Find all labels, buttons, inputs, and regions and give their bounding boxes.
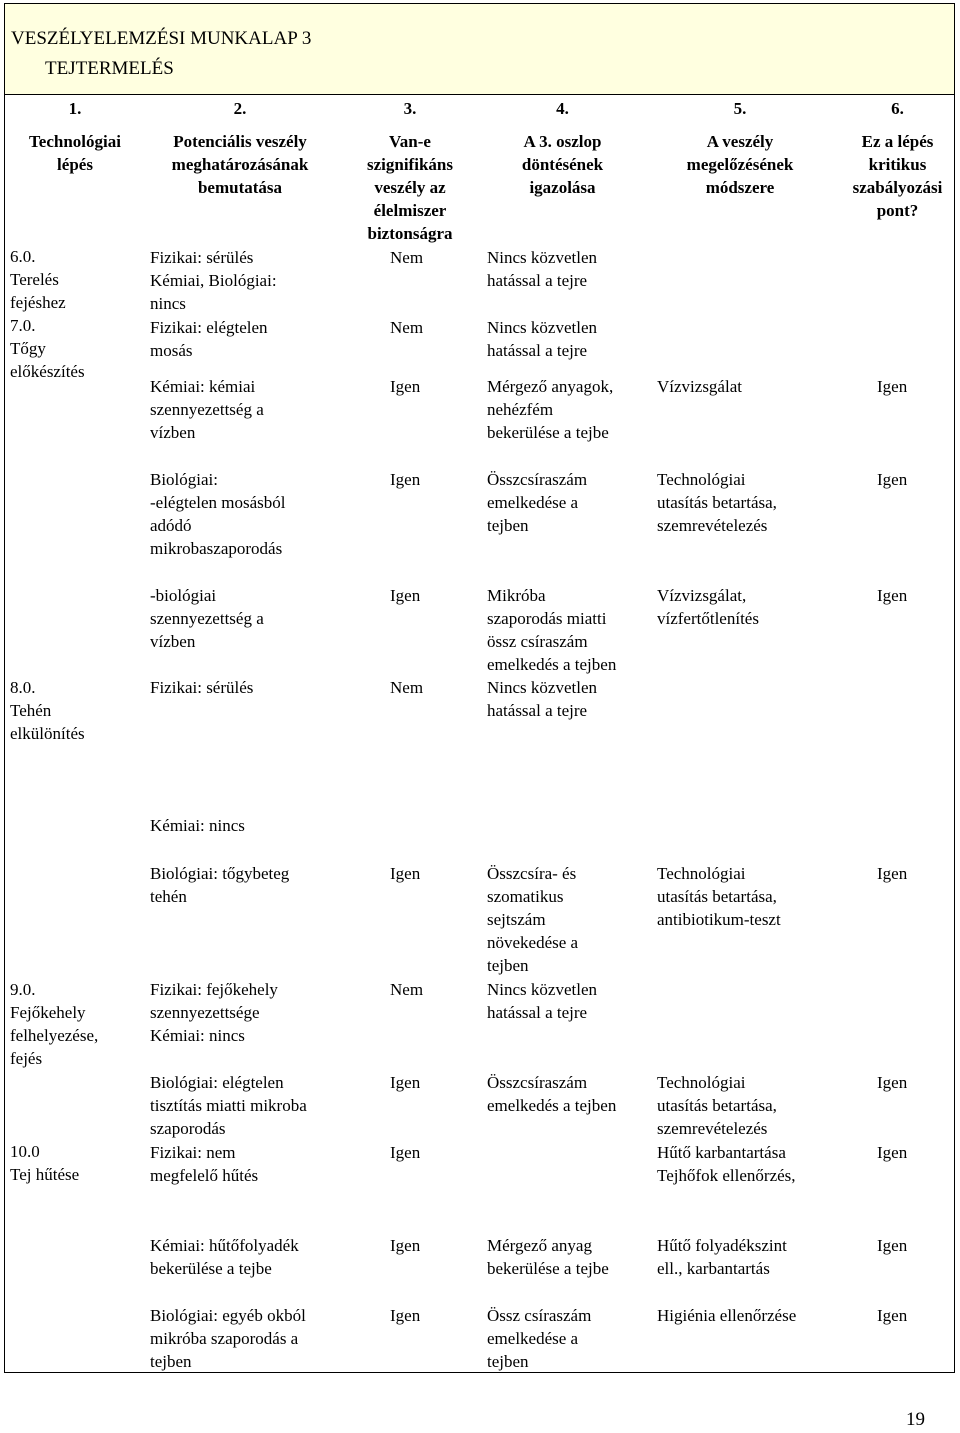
- significance-cell: Igen: [390, 1143, 421, 1162]
- prevention-cell: Technológiai utasítás betartása, szemrevételezés: [657, 1073, 777, 1138]
- significance-cell: Nem: [390, 678, 424, 697]
- justification-cell: Nincs közvetlen hatással a tejre: [487, 980, 597, 1022]
- col-number-2: 2.: [233, 99, 247, 118]
- step-cell: 10.0 Tej hűtése: [10, 1142, 80, 1184]
- justification-cell: Nincs közvetlen hatással a tejre: [487, 678, 597, 720]
- justification-cell: Összcsíra- és szomatikus sejtszám növekedése a tejben: [487, 864, 579, 975]
- step-cell: 6.0. Terelés fejéshez 7.0. Tőgy előkészítés: [10, 247, 85, 381]
- hazard-cell: Biológiai: elégtelen tisztítás miatti mikroba szaporodás: [150, 1073, 307, 1138]
- col-header-justification: A 3. oszlop döntésének igazolása: [521, 132, 604, 197]
- hazard-cell: Kémiai: kémiai szennyezettség a vízben: [150, 377, 264, 442]
- hazard-cell: Fizikai: elégtelen mosás: [150, 318, 268, 360]
- significance-cell: Igen: [390, 470, 421, 489]
- ccp-cell: Igen: [877, 470, 908, 489]
- worksheet-subtitle: TEJTERMELÉS: [45, 58, 174, 79]
- hazard-cell: Fizikai: sérülés Kémiai, Biológiai: nincs: [150, 248, 277, 313]
- hazard-cell: Fizikai: nem megfelelő hűtés: [150, 1143, 259, 1185]
- justification-cell: Összcsíraszám emelkedése a tejben: [487, 470, 588, 535]
- hazard-cell: Kémiai: nincs: [150, 816, 245, 835]
- justification-cell: Mikróba szaporodás miatti össz csíraszám emelkedés a tejben: [487, 586, 617, 674]
- justification-cell: Nincs közvetlen hatással a tejre: [487, 318, 597, 360]
- col-number-1: 1.: [68, 99, 82, 118]
- hazard-cell: Biológiai: -elégtelen mosásból adódó mikrobaszaporodás: [150, 470, 286, 558]
- hazard-cell: Fizikai: sérülés: [150, 678, 254, 697]
- col-header-step: Technológiai lépés: [29, 132, 121, 174]
- significance-cell: Igen: [390, 1236, 421, 1255]
- prevention-cell: Technológiai utasítás betartása, antibiotikum-teszt: [657, 864, 781, 929]
- significance-cell: Igen: [390, 586, 421, 605]
- col-number-3: 3.: [403, 99, 417, 118]
- col-number-5: 5.: [733, 99, 747, 118]
- prevention-cell: Vízvizsgálat, vízfertőtlenítés: [657, 586, 759, 628]
- ccp-cell: Igen: [877, 1143, 908, 1162]
- ccp-cell: Igen: [877, 1306, 908, 1325]
- col-header-ccp: Ez a lépés kritikus szabályozási pont?: [852, 132, 943, 220]
- hazard-cell: Kémiai: hűtőfolyadék bekerülése a tejbe: [150, 1236, 299, 1278]
- significance-cell: Igen: [390, 1306, 421, 1325]
- worksheet-title: VESZÉLYELEMZÉSI MUNKALAP 3: [11, 28, 312, 49]
- step-cell: 8.0. Tehén elkülönítés: [10, 678, 85, 743]
- ccp-cell: Igen: [877, 864, 908, 883]
- col-header-hazard: Potenciális veszély meghatározásának bemutatása: [171, 132, 309, 197]
- significance-cell: Nem: [390, 318, 424, 337]
- col-number-4: 4.: [556, 99, 569, 118]
- ccp-cell: Igen: [877, 586, 908, 605]
- col-header-prevention: A veszély megelőzésének módszere: [686, 132, 794, 197]
- hazard-cell: Biológiai: egyéb okból mikróba szaporodás a tejben: [150, 1306, 306, 1371]
- page-number: 19: [906, 1409, 925, 1430]
- col-header-significant: Van-e szignifikáns veszély az élelmiszer biztonságra: [367, 132, 453, 243]
- hazard-cell: Biológiai: tőgybeteg tehén: [150, 864, 290, 906]
- significance-cell: Igen: [390, 1073, 421, 1092]
- prevention-cell: Higiénia ellenőrzése: [657, 1306, 797, 1325]
- significance-cell: Igen: [390, 864, 421, 883]
- significance-cell: Nem: [390, 980, 424, 999]
- significance-cell: Igen: [390, 377, 421, 396]
- ccp-cell: Igen: [877, 377, 908, 396]
- title-band: [5, 4, 954, 95]
- ccp-cell: Igen: [877, 1236, 908, 1255]
- justification-cell: Össz csíraszám emelkedése a tejben: [487, 1306, 592, 1371]
- significance-cell: Nem: [390, 248, 424, 267]
- justification-cell: Mérgező anyag bekerülése a tejbe: [487, 1236, 609, 1278]
- prevention-cell: Technológiai utasítás betartása, szemrevételezés: [657, 470, 777, 535]
- step-cell: 9.0. Fejőkehely felhelyezése, fejés: [10, 980, 99, 1068]
- justification-cell: Mérgező anyagok, nehézfém bekerülése a tejbe: [487, 377, 614, 442]
- prevention-cell: Hűtő folyadékszint ell., karbantartás: [657, 1236, 787, 1278]
- hazard-cell: Fizikai: fejőkehely szennyezettsége Kémiai: nincs: [150, 980, 278, 1045]
- ccp-cell: Igen: [877, 1073, 908, 1092]
- justification-cell: Összcsíraszám emelkedés a tejben: [487, 1073, 617, 1115]
- prevention-cell: Vízvizsgálat: [657, 377, 742, 396]
- col-number-6: 6.: [891, 99, 904, 118]
- prevention-cell: Hűtő karbantartása Tejhőfok ellenőrzés,: [657, 1143, 796, 1185]
- hazard-cell: -biológiai szennyezettség a vízben: [150, 586, 264, 651]
- justification-cell: Nincs közvetlen hatással a tejre: [487, 248, 597, 290]
